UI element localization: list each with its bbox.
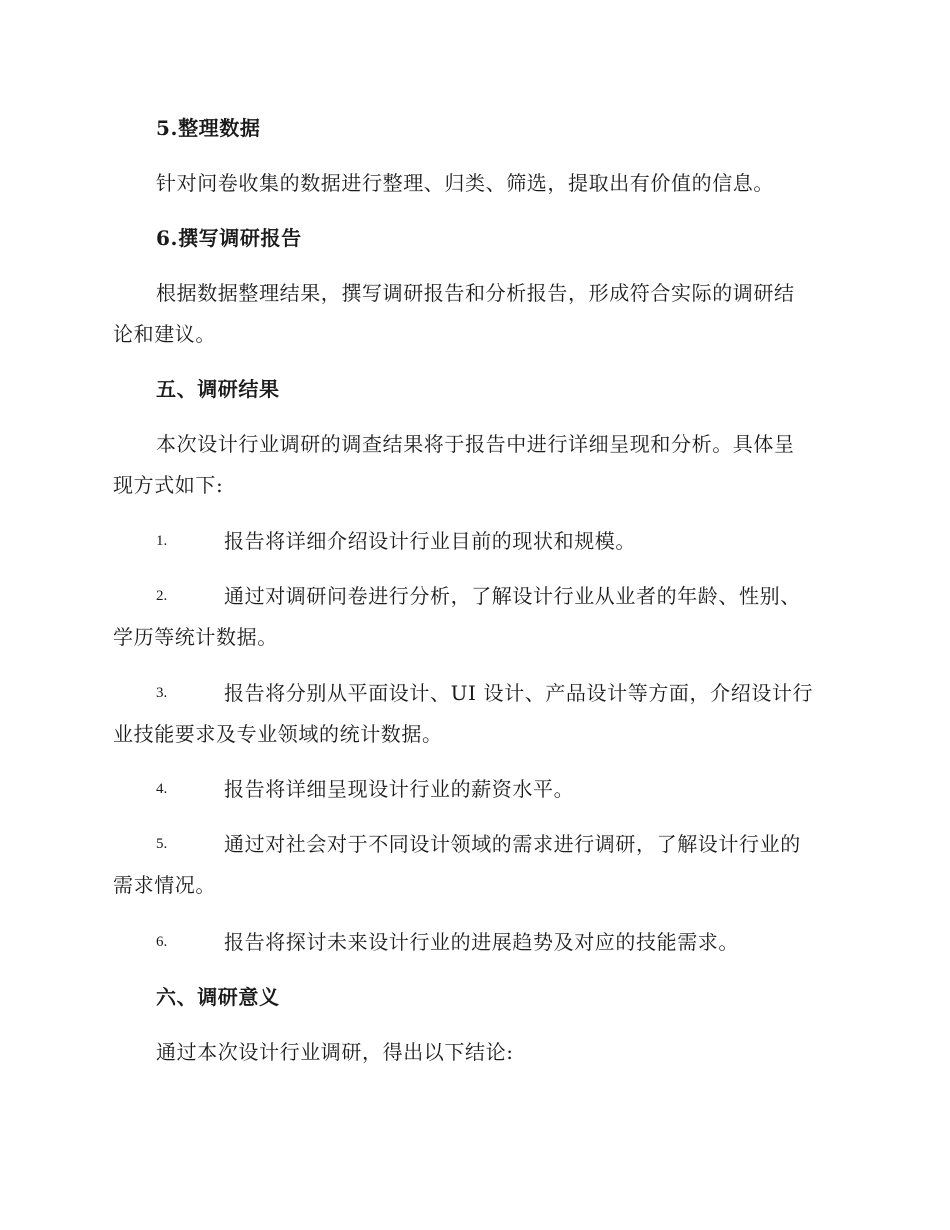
list-item-text: 报告将探讨未来设计行业的进展趋势及对应的技能需求。 <box>224 930 739 954</box>
paragraph-organize-data: 针对问卷收集的数据进行整理、归类、筛选，提取出有价值的信息。 <box>156 171 774 195</box>
list-item-text-continuation: 需求情况。 <box>113 873 216 897</box>
list-item-number: 5. <box>156 836 168 852</box>
list-item-text-continuation: 学历等统计数据。 <box>113 625 278 649</box>
paragraph-write-report-line1: 根据数据整理结果，撰写调研报告和分析报告，形成符合实际的调研结 <box>156 281 795 305</box>
section-heading-results: 五、调研结果 <box>156 377 280 401</box>
section-heading-significance: 六、调研意义 <box>156 985 280 1009</box>
list-item-text-continuation: 业技能要求及专业领域的统计数据。 <box>113 722 443 746</box>
list-item-text: 通过对调研问卷进行分析，了解设计行业从业者的年龄、性别、 <box>224 584 801 608</box>
list-item-number: 3. <box>156 685 168 701</box>
paragraph-write-report-line2: 论和建议。 <box>113 322 216 346</box>
section-heading-write-report: 6.撰写调研报告 <box>156 226 302 250</box>
paragraph-results-intro-line1: 本次设计行业调研的调查结果将于报告中进行详细呈现和分析。具体呈 <box>156 432 795 456</box>
section-heading-organize-data: 5.整理数据 <box>156 116 261 140</box>
list-item-number: 2. <box>156 588 168 604</box>
list-item-text: 通过对社会对于不同设计领域的需求进行调研，了解设计行业的 <box>224 832 801 856</box>
paragraph-results-intro-line2: 现方式如下: <box>113 473 224 497</box>
list-item-text: 报告将详细介绍设计行业目前的现状和规模。 <box>224 529 636 553</box>
paragraph-significance: 通过本次设计行业调研，得出以下结论: <box>156 1040 514 1064</box>
list-item-text: 报告将详细呈现设计行业的薪资水平。 <box>224 777 575 801</box>
list-item-text: 报告将分别从平面设计、UI 设计、产品设计等方面，介绍设计行 <box>224 681 814 705</box>
list-item-number: 1. <box>156 533 168 549</box>
list-item-number: 4. <box>156 781 168 797</box>
list-item-number: 6. <box>156 934 168 950</box>
